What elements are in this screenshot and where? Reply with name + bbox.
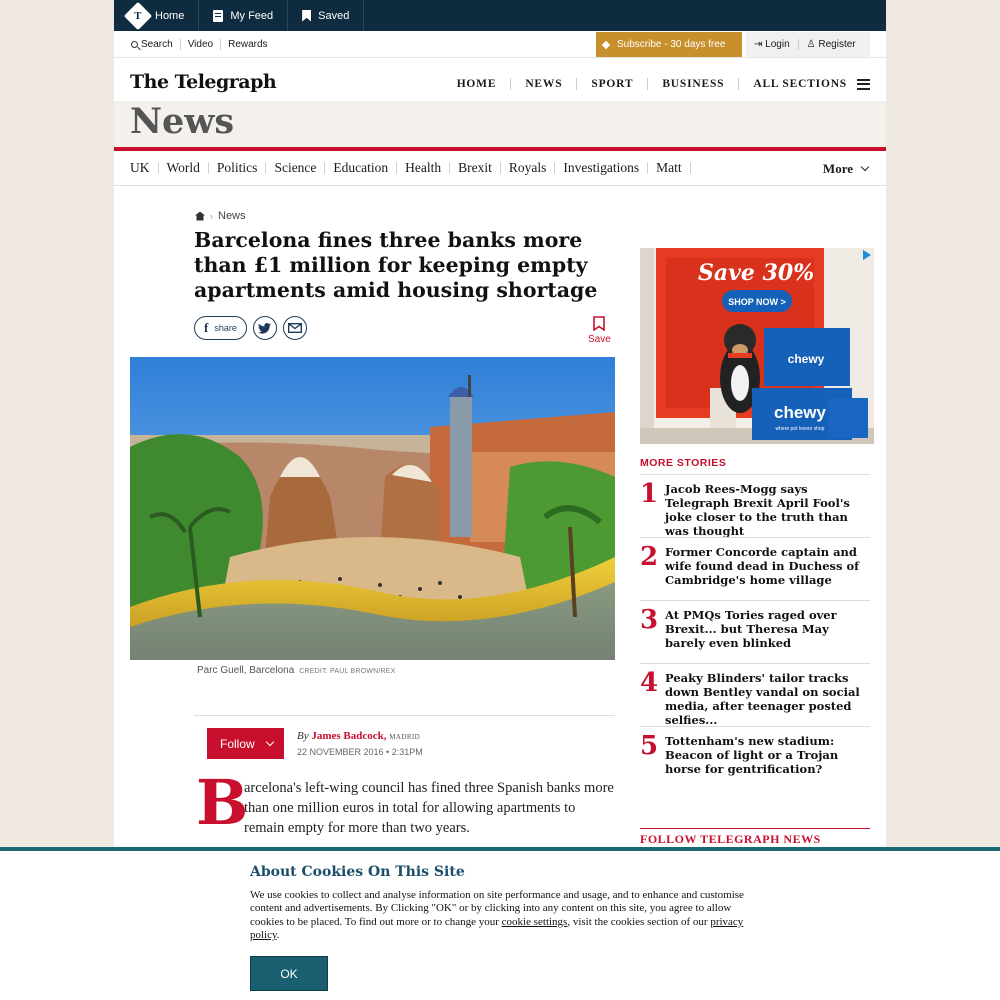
caption-text: Parc Guell, Barcelona — [197, 665, 295, 676]
article-body — [194, 766, 615, 839]
story-headline[interactable]: Tottenham's new stadium: Beacon of light or a Trojan horse for gentrification? — [665, 734, 839, 776]
save-label: Save — [588, 334, 611, 345]
twitter-share-button[interactable] — [253, 316, 277, 340]
my-feed-label: My Feed — [230, 9, 274, 22]
section-title[interactable]: News — [130, 101, 235, 142]
more-stories-list — [640, 474, 870, 789]
my-feed-link[interactable] — [199, 0, 288, 31]
breadcrumb-separator: › — [210, 211, 213, 221]
chevron-down-icon — [265, 737, 273, 745]
hero-image — [130, 357, 615, 660]
facebook-icon: f — [204, 320, 209, 335]
masthead — [114, 59, 886, 101]
parc-guell-photo — [130, 357, 615, 660]
ad-brand-main: chewy — [774, 403, 826, 422]
subnav-brexit[interactable]: Brexit — [450, 162, 501, 174]
story-number: 4 — [640, 668, 659, 698]
story-headline[interactable]: At PMQs Tories raged over Brexit... but Theresa May barely even blinked — [665, 608, 837, 650]
story-item[interactable] — [640, 726, 870, 789]
subnav-science[interactable]: Science — [266, 162, 325, 174]
subnav-world[interactable]: World — [159, 162, 209, 174]
more-stories-title: MORE STORIES — [640, 457, 727, 469]
cookie-text-part2: , visit the cookies section of our — [567, 915, 711, 928]
follow-button[interactable] — [207, 728, 284, 759]
nav-business[interactable]: BUSINESS — [647, 78, 738, 90]
video-link[interactable]: Video — [180, 39, 220, 50]
follow-label: Follow — [220, 736, 255, 751]
story-headline[interactable]: Former Concorde captain and wife found dead in Duchess of Cambridge's home village — [665, 545, 860, 587]
story-number: 5 — [640, 731, 659, 761]
breadcrumb-news[interactable]: News — [218, 210, 246, 222]
search-icon — [131, 41, 138, 48]
subnav-investigations[interactable]: Investigations — [555, 162, 648, 174]
ad-brand-sub: where pet lovers shop — [775, 426, 825, 432]
saved-link[interactable] — [288, 0, 364, 31]
author-location: MADRID — [389, 733, 421, 741]
drop-cap: B — [196, 766, 249, 839]
author-name[interactable]: James Badcock, — [311, 730, 387, 742]
byline — [297, 730, 420, 742]
share-bar — [194, 316, 313, 340]
image-caption — [197, 665, 395, 676]
top-bar — [114, 0, 886, 31]
cookie-title: About Cookies On This Site — [250, 864, 465, 880]
story-number: 1 — [640, 479, 659, 509]
subnav-education[interactable]: Education — [325, 162, 397, 174]
article-paragraph: arcelona's left-wing council has fined three Spanish banks more than one million euros in total for allowing apartments to remain empty for more than two years. — [244, 780, 614, 836]
story-headline[interactable]: Jacob Rees-Mogg says Telegraph Brexit April Fool's joke closer to the truth than was thought — [665, 482, 850, 538]
story-item[interactable] — [640, 474, 870, 537]
search-link[interactable]: Search — [131, 39, 180, 50]
home-link[interactable] — [114, 0, 199, 31]
follow-telegraph-news-heading: FOLLOW TELEGRAPH NEWS — [640, 828, 870, 847]
cookie-banner — [0, 847, 1000, 1000]
telegraph-logo[interactable]: The Telegraph — [130, 71, 277, 93]
story-item[interactable] — [640, 600, 870, 663]
subnav-royals[interactable]: Royals — [501, 162, 556, 174]
facebook-share-button[interactable] — [194, 316, 247, 340]
home-icon[interactable] — [195, 212, 205, 221]
cookie-text-part1: We use cookies to collect and analyse information on site performance and usage, and to enhance and customise content and advertisements. By Clicking "OK" or by clicking into any content on this site, you agree to allow cookies to be placed. To find out more or to change your — [250, 889, 744, 928]
nav-home[interactable]: HOME — [456, 78, 497, 90]
cookie-ok-button[interactable]: OK — [250, 956, 328, 991]
more-label: More — [822, 160, 853, 176]
cookie-text — [250, 889, 750, 942]
image-credit: CREDIT: PAUL BROWN/REX — [299, 668, 396, 675]
advertisement[interactable] — [640, 248, 874, 444]
cookie-text-part3: . — [276, 928, 280, 941]
bookmark-icon — [593, 316, 605, 331]
login-link[interactable]: ⇥ Login — [754, 39, 790, 50]
publish-date: 22 NOVEMBER 2016 • 2:31PM — [297, 747, 423, 757]
breadcrumb — [195, 210, 246, 222]
ad-save-text: Save 30% — [698, 260, 815, 286]
cookie-settings-link[interactable]: cookie settings — [501, 915, 568, 928]
account-links — [746, 32, 870, 57]
story-item[interactable] — [640, 537, 870, 600]
story-headline[interactable]: Peaky Blinders' tailor tracks down Bentley vandal on social media, after teenager posted selfies... — [665, 671, 860, 727]
subnav-politics[interactable]: Politics — [209, 162, 267, 174]
email-share-button[interactable] — [283, 316, 307, 340]
story-item[interactable] — [640, 663, 870, 726]
section-banner — [114, 101, 886, 148]
twitter-icon — [258, 323, 271, 334]
subnav-matt[interactable]: Matt — [648, 162, 691, 174]
by-label: By — [297, 730, 309, 742]
share-label: share — [214, 323, 237, 333]
article-headline: Barcelona fines three banks more than £1 million for keeping empty apartments amid housing shortage — [194, 228, 598, 302]
subnav-uk[interactable]: UK — [130, 162, 159, 174]
chevron-down-icon — [861, 162, 869, 170]
ad-brand-top: chewy — [787, 352, 825, 366]
privacy-policy-link[interactable]: privacy policy — [250, 915, 744, 941]
email-icon — [288, 323, 302, 333]
feed-icon — [213, 10, 223, 22]
bookmark-icon — [302, 10, 311, 22]
nav-news[interactable]: NEWS — [510, 78, 576, 90]
nav-sport[interactable]: SPORT — [576, 78, 647, 90]
section-subnav — [114, 151, 886, 186]
saved-label: Saved — [318, 9, 350, 22]
hamburger-menu-icon[interactable] — [857, 79, 870, 90]
nav-all-sections[interactable]: ALL SECTIONS — [738, 78, 861, 90]
author-line — [194, 715, 615, 765]
subnav-health[interactable]: Health — [397, 162, 450, 174]
story-number: 3 — [640, 605, 659, 635]
register-link[interactable]: ♙ Register — [798, 39, 864, 50]
story-number: 2 — [640, 542, 659, 572]
subscribe-button[interactable] — [596, 32, 742, 57]
rewards-link[interactable]: Rewards — [220, 39, 274, 50]
ad-cta: SHOP NOW > — [728, 297, 786, 307]
save-article-button[interactable] — [588, 316, 611, 345]
subscribe-label: Subscribe - 30 days free — [617, 39, 726, 50]
adchoices-icon[interactable] — [863, 250, 871, 260]
telegraph-logo-icon: T — [124, 1, 152, 29]
subnav-more-button[interactable] — [823, 151, 868, 186]
diamond-icon — [602, 40, 610, 48]
chewy-ad-image — [640, 248, 874, 444]
home-label: Home — [155, 9, 185, 22]
